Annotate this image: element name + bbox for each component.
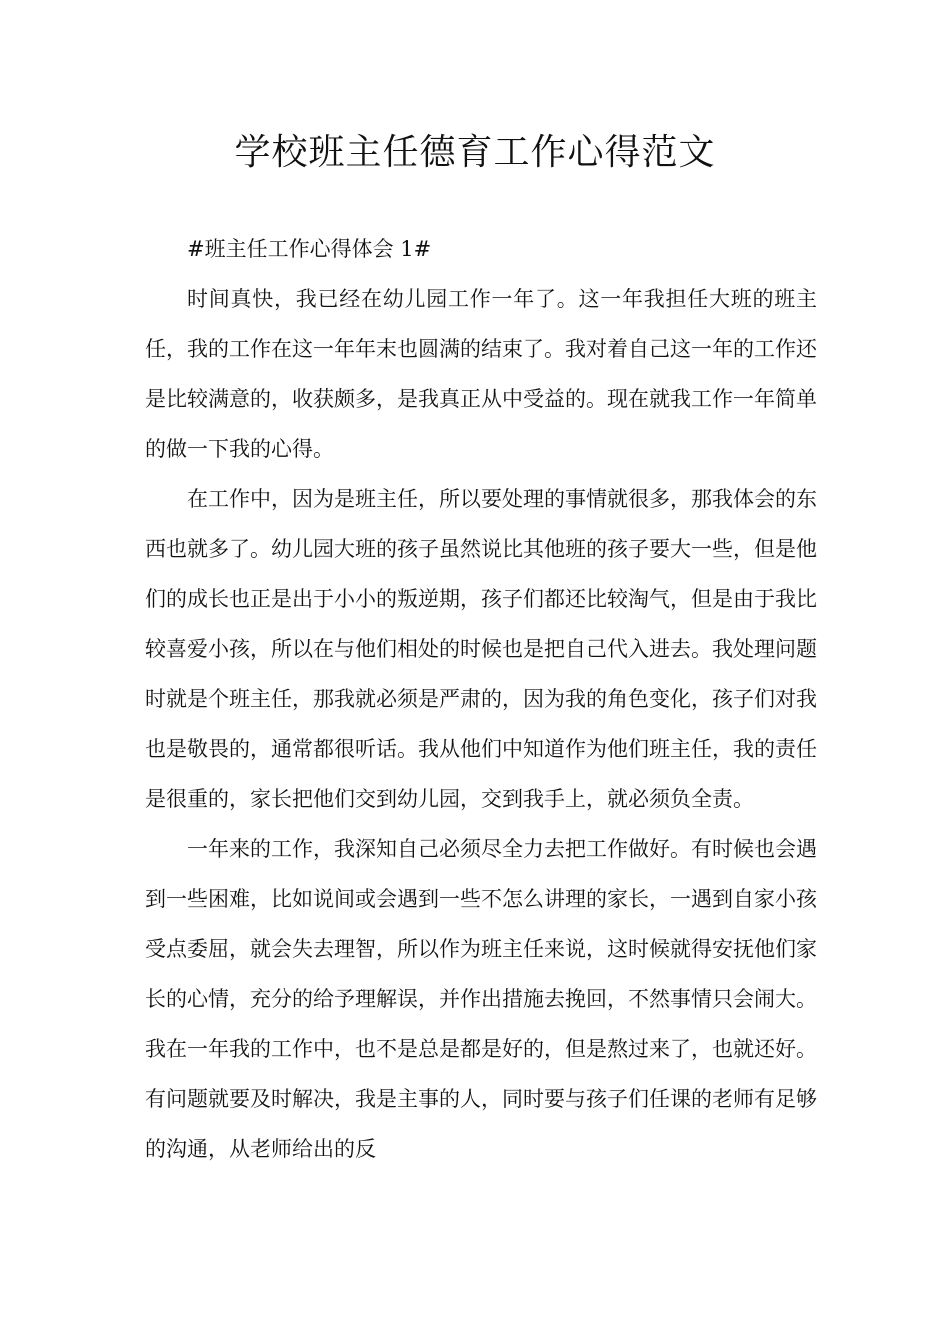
paragraph: 时间真快，我已经在幼儿园工作一年了。这一年我担任大班的班主任，我的工作在这一年年末也圆满的结束了。我对着自己这一年的工作还是比较满意的，收获颇多，是我真正从中受益的。现在就我工作一年简单的做一下我的心得。 <box>145 287 817 461</box>
document-body <box>145 224 817 1174</box>
paragraph: 在工作中，因为是班主任，所以要处理的事情就很多，那我体会的东西也就多了。幼儿园大班的孩子虽然说比其他班的孩子要大一些，但是他们的成长也正是出于小小的叛逆期，孩子们都还比较淘气，但是由于我比较喜爱小孩，所以在与他们相处的时候也是把自己代入进去。我处理问题时就是个班主任，那我就必须是严肃的，因为我的角色变化，孩子们对我也是敬畏的，通常都很听话。我从他们中知道作为他们班主任，我的责任是很重的，家长把他们交到幼儿园，交到我手上，就必须负全责。 <box>145 487 817 811</box>
paragraph: 一年来的工作，我深知自己必须尽全力去把工作做好。有时候也会遇到一些困难，比如说间或会遇到一些不怎么讲理的家长，一遇到自家小孩受点委屈，就会失去理智，所以作为班主任来说，这时候就得安抚他们家长的心情，充分的给予理解误，并作出措施去挽回，不然事情只会闹大。我在一年我的工作中，也不是总是都是好的，但是熬过来了，也就还好。有问题就要及时解决，我是主事的人，同时要与孩子们任课的老师有足够的沟通，从老师给出的反 <box>145 837 817 1161</box>
document-title: 学校班主任德育工作心得范文 <box>234 132 716 173</box>
paragraph-heading: #班主任工作心得体会 1# <box>187 237 432 261</box>
